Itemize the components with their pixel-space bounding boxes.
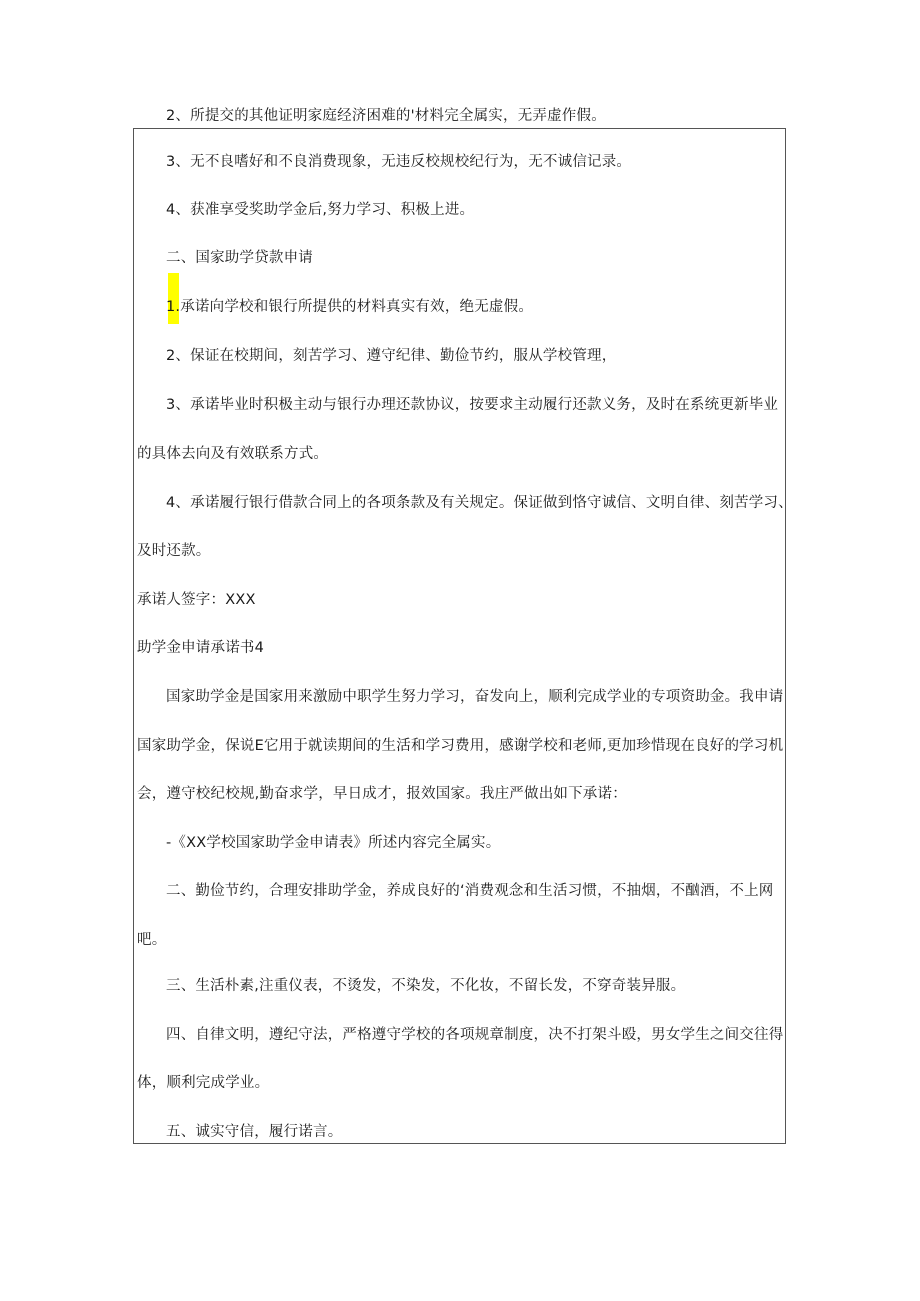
text-line: 二、勤俭节约，合理安排助学金，养成良好的‘消费观念和生活习惯，不抽烟，不酗酒，不上网 [166, 883, 774, 899]
text-line: 国家助学金是国家用来激励中职学生努力学习，奋发向上，顺利完成学业的专项资助金。我申请 [166, 689, 784, 705]
section-heading: 二、国家助学贷款申请 [166, 250, 313, 266]
text-line: 及时还款。 [137, 543, 211, 559]
text-line: 三、生活朴素,注重仪表，不烫发，不染发，不化妆，不留长发，不穿奇装异服。 [166, 978, 686, 994]
text-line: 4、承诺履行银行借款合同上的各项条款及有关规定。保证做到恪守诚信、文明自律、刻苦学习、 [166, 495, 793, 511]
text-line: 2、所提交的其他证明家庭经济困难的'材料完全属实，无弄虚作假。 [166, 108, 606, 124]
text-line: 四、自律文明，遵纪守法，严格遵守学校的各项规章制度，决不打架斗殴，男女学生之间交往得 [166, 1027, 784, 1043]
signature-line: 承诺人签字：XXX [137, 592, 256, 608]
text-line: 体，顺利完成学业。 [137, 1075, 270, 1091]
text-line: 五、诚实守信，履行诺言。 [166, 1124, 343, 1140]
text-line: 会，遵守校纪校规,勤奋求学，早日成才，报效国家。我庄严做出如下承诺： [137, 786, 627, 802]
text-line: 4、获准享受奖助学金后,努力学习、积极上进。 [166, 202, 475, 218]
text-line: 吧。 [137, 932, 167, 948]
text-line: 国家助学金，保说E它用于就读期间的生活和学习费用，感谢学校和老师,更加珍惜现在良好的学习机 [137, 738, 784, 754]
text-line: 1.承诺向学校和银行所提供的材料真实有效，绝无虚假。 [166, 299, 534, 315]
text-line: 2、保证在校期间，刻苦学习、遵守纪律、勤俭节约，服从学校管理， [166, 348, 617, 364]
document-subtitle: 助学金申请承诺书4 [137, 640, 265, 656]
text-line: 的具体去向及有效联系方式。 [137, 446, 329, 462]
text-line: 3、承诺毕业时积极主动与银行办理还款协议，按要求主动履行还款义务，及时在系统更新毕业 [166, 397, 779, 413]
text-line: -《XX学校国家助学金申请表》所述内容完全属实。 [166, 835, 501, 851]
text-line: 3、无不良嗜好和不良消费现象，无违反校规校纪行为，无不诚信记录。 [166, 154, 632, 170]
